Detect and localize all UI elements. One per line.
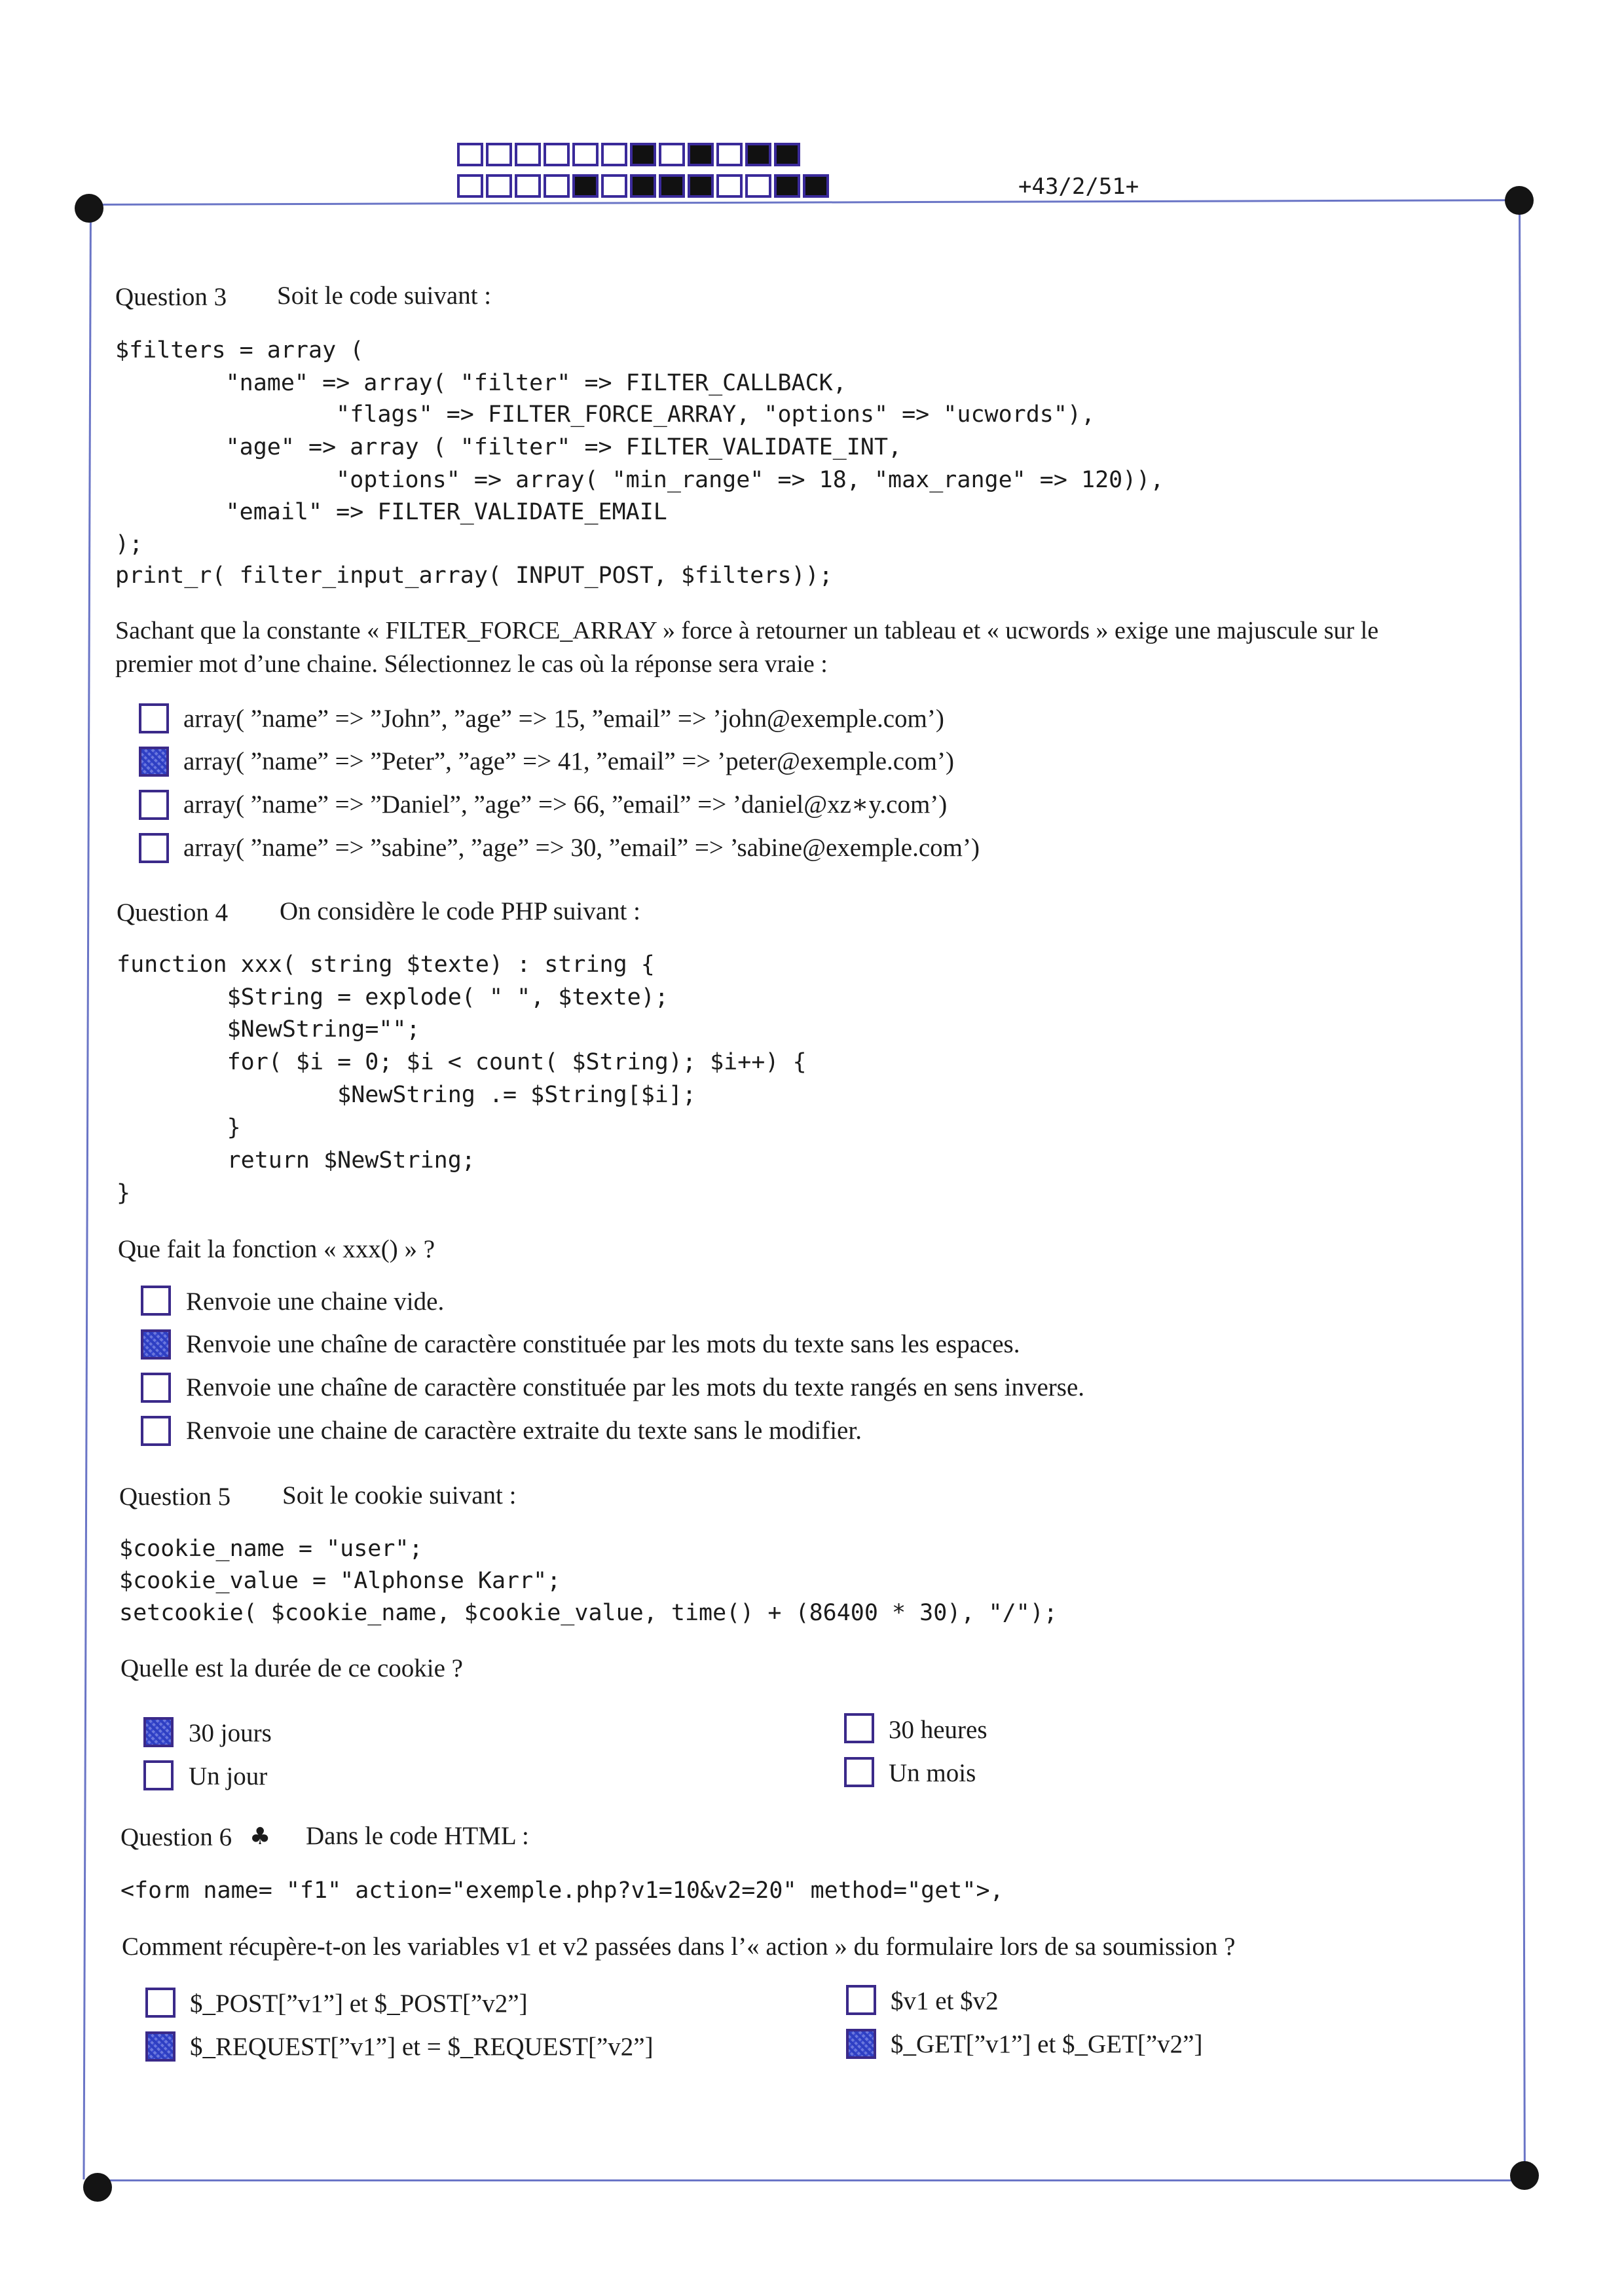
barcode-cell bbox=[745, 143, 771, 166]
answer-checkbox[interactable] bbox=[846, 1985, 876, 2015]
code-line: $cookie_name = "user"; bbox=[119, 1536, 423, 1562]
answer-label: Renvoie une chaîne de caractère constituée par les mots du texte rangés en sens inverse. bbox=[186, 1373, 1085, 1401]
frame-left-line bbox=[83, 205, 92, 2179]
answer-label: $_POST[”v1”] et $_POST[”v2”] bbox=[190, 1990, 528, 2018]
code-line: } bbox=[117, 1115, 241, 1141]
code-line: for( $i = 0; $i < count( $String); $i++) { bbox=[117, 1049, 807, 1075]
barcode-cell bbox=[774, 143, 800, 166]
answer-label: Renvoie une chaine de caractère extraite du texte sans le modifier. bbox=[186, 1416, 862, 1445]
answer-label: $_GET[”v1”] et $_GET[”v2”] bbox=[891, 2030, 1203, 2058]
answer-checkbox[interactable] bbox=[844, 1757, 874, 1787]
barcode-cell bbox=[515, 143, 541, 166]
frame-right-line bbox=[1519, 201, 1526, 2180]
frame-bottom-line bbox=[98, 2179, 1526, 2181]
code-line: $NewString .= $String[$i]; bbox=[117, 1082, 697, 1108]
barcode-cell bbox=[659, 174, 685, 198]
answer-checkbox[interactable] bbox=[141, 1286, 171, 1316]
question-3-text-line-1: Sachant que la constante « FILTER_FORCE_ARRAY » force à retourner un tableau et « ucwords » exige une majuscule sur le bbox=[115, 617, 1379, 644]
question-6-question: Comment récupère-t-on les variables v1 et v2 passées dans l’« action » du formulaire lors de sa soumission ? bbox=[122, 1933, 1236, 1961]
answer-checkbox[interactable] bbox=[139, 790, 169, 820]
answer-label: $v1 et $v2 bbox=[891, 1987, 999, 2015]
barcode-cell bbox=[457, 143, 483, 166]
barcode-cell bbox=[544, 174, 570, 198]
code-line: ); bbox=[115, 531, 143, 557]
barcode-cell bbox=[659, 143, 685, 166]
code-line: } bbox=[117, 1180, 131, 1206]
barcode-cell bbox=[457, 174, 483, 198]
question-6-label: Question 6 bbox=[120, 1823, 232, 1851]
question-6-prompt: Dans le code HTML : bbox=[306, 1822, 529, 1850]
answer-checkbox[interactable] bbox=[143, 1760, 174, 1790]
answer-checkbox[interactable] bbox=[141, 1416, 171, 1446]
question-3-prompt: Soit le code suivant : bbox=[277, 282, 492, 310]
barcode-cell bbox=[515, 174, 541, 198]
answer-label: Un mois bbox=[889, 1759, 976, 1787]
barcode-cell bbox=[803, 174, 829, 198]
page-code: +43/2/51+ bbox=[1018, 174, 1139, 200]
question-3-text-line-2: premier mot d’une chaine. Sélectionnez le cas où la réponse sera vraie : bbox=[115, 650, 828, 678]
corner-dot-bottom-left bbox=[83, 2173, 112, 2202]
answer-label: 30 heures bbox=[889, 1716, 987, 1744]
answer-label: Renvoie une chaine vide. bbox=[186, 1287, 445, 1316]
answer-label: array( ”name” => ”sabine”, ”age” => 30, ”email” => ’sabine@exemple.com’) bbox=[183, 834, 980, 862]
barcode-row-1 bbox=[457, 143, 800, 166]
answer-label: array( ”name” => ”Daniel”, ”age” => 66, ”email” => ’daniel@xz∗y.com’) bbox=[183, 790, 948, 819]
question-5-prompt: Soit le cookie suivant : bbox=[282, 1481, 517, 1509]
code-line: $String = explode( " ", $texte); bbox=[117, 984, 669, 1010]
barcode-cell bbox=[716, 143, 743, 166]
answer-checkbox[interactable] bbox=[141, 1373, 171, 1403]
barcode-cell bbox=[774, 174, 800, 198]
code-line: "options" => array( "min_range" => 18, "max_range" => 120)), bbox=[115, 467, 1164, 493]
code-line: return $NewString; bbox=[117, 1147, 475, 1174]
corner-dot-top-left bbox=[75, 194, 103, 223]
code-line: $filters = array ( bbox=[115, 337, 364, 363]
answer-checkbox[interactable] bbox=[844, 1713, 874, 1743]
barcode-row-2 bbox=[457, 174, 829, 198]
answer-label: 30 jours bbox=[189, 1719, 272, 1747]
answer-checkbox[interactable] bbox=[139, 747, 169, 777]
answer-label: Un jour bbox=[189, 1762, 268, 1790]
answer-label: $_REQUEST[”v1”] et = $_REQUEST[”v2”] bbox=[190, 2033, 654, 2061]
barcode-cell bbox=[688, 143, 714, 166]
answer-label: array( ”name” => ”John”, ”age” => 15, ”email” => ’john@exemple.com’) bbox=[183, 705, 944, 733]
barcode-cell bbox=[486, 143, 512, 166]
question-3-label: Question 3 bbox=[115, 283, 227, 311]
barcode-cell bbox=[630, 174, 656, 198]
answer-checkbox[interactable] bbox=[846, 2029, 876, 2059]
code-line: setcookie( $cookie_name, $cookie_value, time() + (86400 * 30), "/"); bbox=[119, 1600, 1058, 1626]
answer-checkbox[interactable] bbox=[139, 703, 169, 733]
answer-checkbox[interactable] bbox=[139, 833, 169, 863]
code-line: "age" => array ( "filter" => FILTER_VALIDATE_INT, bbox=[115, 434, 902, 460]
barcode-cell bbox=[745, 174, 771, 198]
barcode-cell bbox=[572, 143, 599, 166]
club-symbol: ♣ bbox=[249, 1823, 271, 1850]
corner-dot-bottom-right bbox=[1510, 2161, 1539, 2190]
answer-checkbox[interactable] bbox=[143, 1717, 174, 1747]
code-line: "email" => FILTER_VALIDATE_EMAIL bbox=[115, 499, 667, 525]
code-line: print_r( filter_input_array( INPUT_POST, $filters)); bbox=[115, 563, 833, 589]
barcode-cell bbox=[486, 174, 512, 198]
barcode-cell bbox=[630, 143, 656, 166]
corner-dot-top-right bbox=[1505, 186, 1534, 215]
answer-checkbox[interactable] bbox=[145, 1988, 175, 2018]
question-4-question: Que fait la fonction « xxx() » ? bbox=[118, 1235, 435, 1263]
question-5-label: Question 5 bbox=[119, 1483, 231, 1511]
code-line: $NewString=""; bbox=[117, 1016, 420, 1043]
question-4-prompt: On considère le code PHP suivant : bbox=[280, 897, 640, 925]
answer-checkbox[interactable] bbox=[145, 2031, 175, 2062]
question-6-code: <form name= "f1" action="exemple.php?v1=10&v2=20" method="get">, bbox=[120, 1878, 1004, 1904]
frame-top-line bbox=[90, 199, 1521, 206]
barcode-cell bbox=[544, 143, 570, 166]
answer-label: Renvoie une chaîne de caractère constituée par les mots du texte sans les espaces. bbox=[186, 1330, 1020, 1358]
barcode-cell bbox=[716, 174, 743, 198]
answer-label: array( ”name” => ”Peter”, ”age” => 41, ”email” => ’peter@exemple.com’) bbox=[183, 747, 954, 775]
answer-checkbox[interactable] bbox=[141, 1329, 171, 1360]
code-line: function xxx( string $texte) : string { bbox=[117, 952, 655, 978]
code-line: "name" => array( "filter" => FILTER_CALLBACK, bbox=[115, 370, 847, 396]
barcode-cell bbox=[688, 174, 714, 198]
barcode-cell bbox=[601, 174, 627, 198]
barcode-cell bbox=[601, 143, 627, 166]
code-line: $cookie_value = "Alphonse Karr"; bbox=[119, 1568, 561, 1594]
code-line: "flags" => FILTER_FORCE_ARRAY, "options" => "ucwords"), bbox=[115, 401, 1096, 428]
question-5-question: Quelle est la durée de ce cookie ? bbox=[120, 1654, 463, 1682]
barcode-cell bbox=[572, 174, 599, 198]
question-4-label: Question 4 bbox=[117, 898, 229, 927]
